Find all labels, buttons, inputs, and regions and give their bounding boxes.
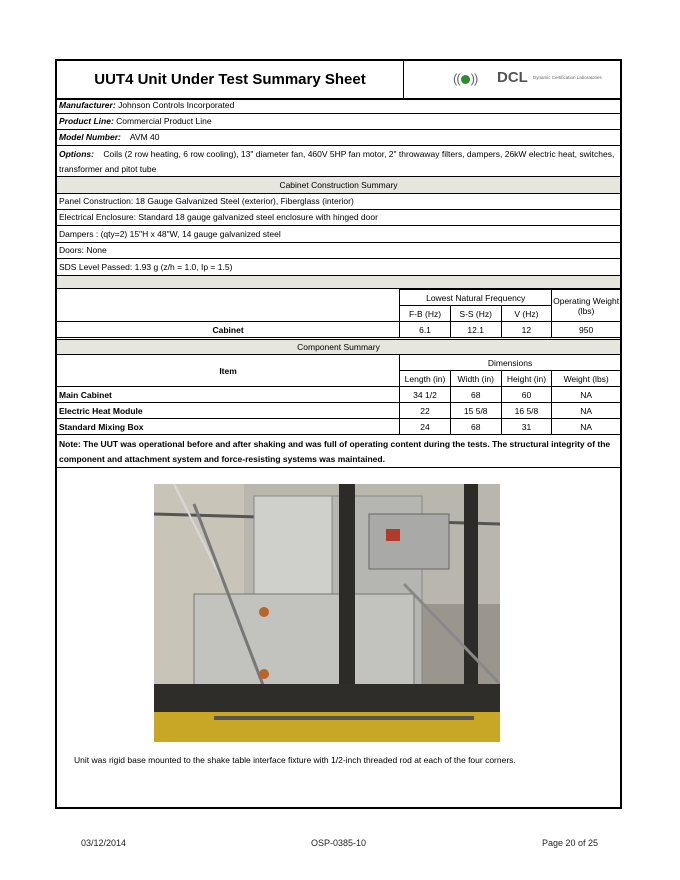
manufacturer-row — [57, 98, 620, 114]
item-name: Electric Heat Module — [57, 403, 400, 419]
page-title: UUT4 Unit Under Test Summary Sheet — [57, 61, 404, 98]
manufacturer-value: Johnson Controls Incorporated — [118, 100, 235, 110]
component-table — [57, 355, 620, 435]
height-header: Height (in) — [501, 371, 552, 387]
item-name: Main Cabinet — [57, 387, 400, 403]
product-line-row — [57, 114, 620, 130]
logo-text: DCL — [497, 69, 528, 86]
weight-value: NA — [552, 419, 620, 435]
v-header: V (Hz) — [501, 306, 552, 322]
width-header: Width (in) — [450, 371, 501, 387]
signal-waves-icon: (( )) — [453, 71, 478, 86]
weight-value: NA — [552, 387, 620, 403]
length-value: 22 — [400, 403, 451, 419]
construction-heading: Cabinet Construction Summary — [57, 177, 620, 194]
logo-subtitle: Dynamic Certification Laboratories — [533, 75, 602, 80]
construction-line: Panel Construction: 18 Gauge Galvanized Steel (exterior), Fiberglass (interior) — [57, 194, 620, 210]
fb-value: 6.1 — [400, 322, 451, 338]
construction-line: SDS Level Passed: 1.93 g (z/h = 1.0, Ip = 1.5) — [57, 259, 620, 276]
construction-line: Electrical Enclosure: Standard 18 gauge galvanized steel enclosure with hinged door — [57, 210, 620, 226]
product-line-value: Commercial Product Line — [116, 116, 212, 126]
unit-photo-illustration — [154, 484, 500, 742]
ss-value: 12.1 — [450, 322, 501, 338]
frequency-blank-cell — [57, 290, 400, 322]
footer-doc-id: OSP-0385-10 — [311, 838, 367, 848]
model-value: AVM 40 — [129, 132, 160, 142]
model-label: Model Number: — [59, 132, 121, 142]
unit-photo — [154, 484, 500, 742]
manufacturer-label: Manufacturer: — [59, 100, 116, 110]
height-value: 60 — [501, 387, 552, 403]
height-value: 16 5/8 — [501, 403, 552, 419]
product-line-label: Product Line: — [59, 116, 114, 126]
options-value: Coils (2 row heating, 6 row cooling), 13" diameter fan, 460V 5HP fan motor, 2" throwaway filters, dampers, 26kW electric heat, switches, transformer and pitot tube — [59, 149, 615, 174]
table-row — [57, 403, 620, 419]
sheet-header — [57, 61, 620, 100]
table-row — [57, 419, 620, 435]
note-text: Note: The UUT was operational before and after shaking and was full of operating content during the tests. The structural integrity of the component and attachment system and force-resisting systems was maintained. — [57, 437, 620, 468]
footer-date: 03/12/2014 — [81, 838, 127, 848]
v-value: 12 — [501, 322, 552, 338]
item-header: Item — [57, 355, 400, 387]
table-row — [57, 387, 620, 403]
dimensions-header: Dimensions — [400, 355, 620, 371]
frequency-group-header: Lowest Natural Frequency — [400, 290, 552, 306]
weight-header: Weight (lbs) — [552, 371, 620, 387]
footer-page: Page 20 of 25 — [542, 838, 599, 848]
width-value: 68 — [450, 419, 501, 435]
length-value: 24 — [400, 419, 451, 435]
weight-value: 950 — [552, 322, 620, 338]
weight-value: NA — [552, 403, 620, 419]
spacer-row — [57, 276, 620, 289]
weight-header: Operating Weight (lbs) — [552, 290, 620, 322]
ss-header: S-S (Hz) — [450, 306, 501, 322]
options-label: Options: — [59, 149, 94, 159]
height-value: 31 — [501, 419, 552, 435]
fb-header: F-B (Hz) — [400, 306, 451, 322]
dcl-logo — [405, 61, 620, 98]
construction-line: Doors: None — [57, 243, 620, 259]
length-header: Length (in) — [400, 371, 451, 387]
length-value: 34 1/2 — [400, 387, 451, 403]
photo-caption: Unit was rigid base mounted to the shake table interface fixture with 1/2-inch threaded rod at each of the four corners. — [74, 755, 516, 765]
options-row — [57, 146, 620, 177]
model-row — [57, 130, 620, 146]
construction-line: Dampers : (qty=2) 15"H x 48"W, 14 gauge galvanized steel — [57, 226, 620, 243]
width-value: 68 — [450, 387, 501, 403]
item-name: Standard Mixing Box — [57, 419, 400, 435]
width-value: 15 5/8 — [450, 403, 501, 419]
component-heading: Component Summary — [57, 339, 620, 355]
cabinet-label: Cabinet — [57, 322, 400, 338]
summary-sheet — [55, 59, 622, 809]
frequency-table — [57, 289, 620, 338]
